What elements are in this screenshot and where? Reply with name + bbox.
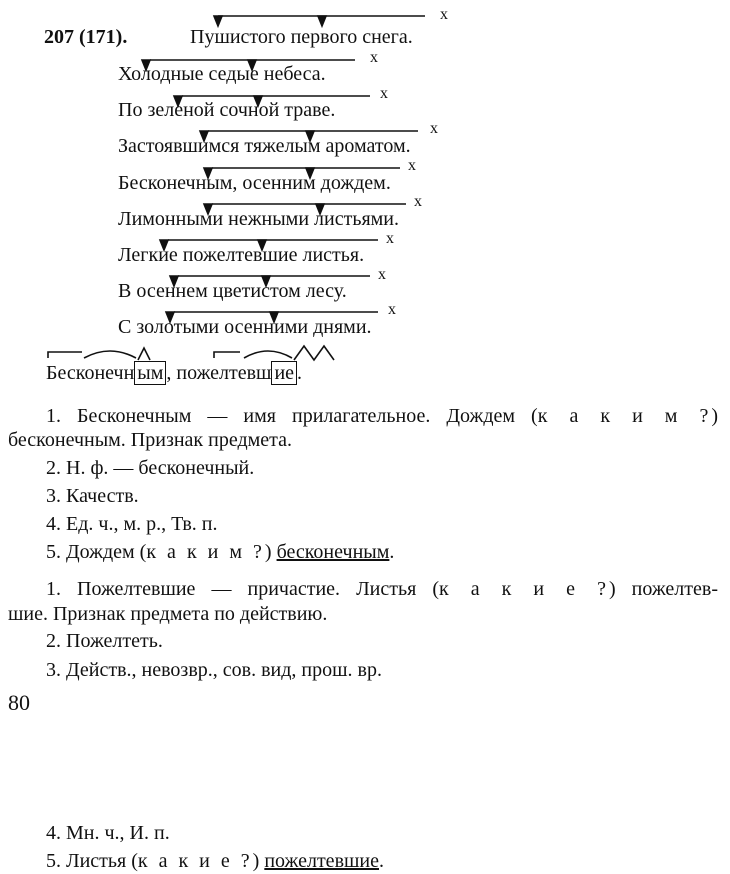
- word1-stem: Бесконечн: [46, 362, 135, 384]
- phrase: Бесконечным, осенним дождем.: [118, 172, 391, 194]
- continuation-p4: 4. Мн. ч., И. п.: [46, 822, 170, 844]
- continuation-p5: 5. Листья (к а к и е ?) пожелтевшие.: [46, 850, 384, 872]
- analysis1-p1-line1: 1. Бесконечным — имя прилагательное. Дождем (к а к и м ?): [46, 405, 719, 427]
- phrase: С золотыми осенними днями.: [118, 316, 372, 338]
- phrase: По зеленой сочной траве.: [118, 99, 336, 121]
- analysis1-p2: 2. Н. ф. — бесконечный.: [46, 457, 255, 479]
- analysis2-p2: 2. Пожелтеть.: [46, 630, 163, 652]
- analysis2-p1-line1: 1. Пожелтевшие — причастие. Листья (к а к и е ?) пожелтев-: [46, 578, 718, 600]
- analysis1-p5: 5. Дождем (к а к и м ?) бесконечным.: [46, 541, 395, 563]
- analysis2-p1-line2: шие. Признак предмета по действию.: [8, 603, 328, 625]
- phrase: Лимонными нежными листьями.: [118, 208, 400, 230]
- x-mark: х: [380, 85, 388, 102]
- phrase: Легкие пожелтевшие листья.: [118, 244, 365, 266]
- page-number: 80: [8, 690, 30, 715]
- comma: ,: [166, 362, 172, 384]
- phrase: Пушистого первого снега.: [190, 26, 413, 48]
- x-mark: х: [408, 157, 416, 174]
- word2-stem: пожелтевш: [176, 362, 272, 384]
- analysis2-p3: 3. Действ., невозвр., сов. вид, прош. вр.: [46, 659, 382, 681]
- analysis1-p3: 3. Качеств.: [46, 485, 139, 507]
- x-mark: х: [386, 230, 394, 247]
- analysis1-p1-line2: бесконечным. Признак предмета.: [8, 429, 293, 451]
- word1-ending: ым: [134, 361, 166, 385]
- x-mark: х: [414, 193, 422, 210]
- word2-ending: ие: [271, 361, 297, 385]
- x-mark: х: [440, 6, 448, 23]
- analysis1-p4: 4. Ед. ч., м. р., Тв. п.: [46, 513, 218, 535]
- x-mark: х: [378, 266, 386, 283]
- x-mark: х: [388, 301, 396, 318]
- period: .: [297, 362, 303, 384]
- exercise-number: 207 (171).: [44, 26, 128, 48]
- x-mark: х: [370, 49, 378, 66]
- phrase: Застоявшимся тяжелым ароматом.: [118, 135, 411, 157]
- morpheme-line: [46, 361, 302, 385]
- phrase: Холодные седые небеса.: [118, 63, 326, 85]
- x-mark: х: [430, 120, 438, 137]
- phrase: В осеннем цветистом лесу.: [118, 280, 347, 302]
